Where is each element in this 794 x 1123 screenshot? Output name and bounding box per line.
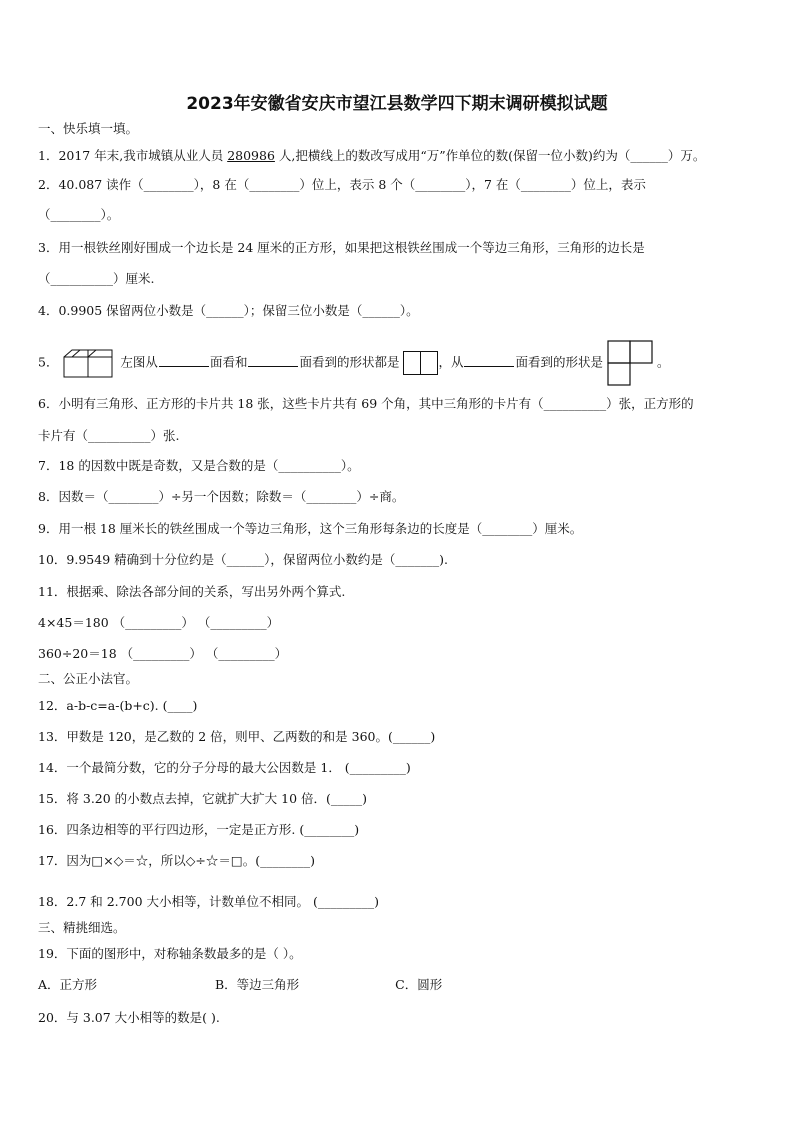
question-2-cont: （________）。 [38,207,120,222]
option-b[interactable]: B．等边三角形 [215,977,300,992]
answer-blank[interactable] [159,354,209,367]
page-title: 2023年安徽省安庆市望江县数学四下期末调研模拟试题 [186,94,608,114]
question-6-cont: 卡片有（__________）张. [38,428,180,443]
section-heading: 二、公正小法官。 [38,671,139,686]
question-2: 2．40.087 读作（________），8 在（________）位上，表示 8 个（________），7 在（________）位上，表示 [38,177,646,192]
question-20: 20．与 3.07 大小相等的数是( ). [38,1010,220,1025]
question-3: 3．用一根铁丝刚好围成一个边长是 24 厘米的正方形，如果把这根铁丝围成一个等边三角形，三角形的边长是 [38,240,645,255]
question-3-cont: （__________）厘米. [38,271,155,286]
question-4: 4．0.9905 保留两位小数是（______）；保留三位小数是（______）。 [38,303,419,318]
question-11-b: 360÷20＝18 （_________） （_________） [38,646,288,661]
option-a[interactable]: A．正方形 [38,977,98,992]
question-12: 12．a-b-c=a-(b+c). (____) [38,698,198,713]
question-8: 8．因数＝（________）÷另一个因数；除数＝（________）÷商。 [38,489,405,504]
question-16: 16．四条边相等的平行四边形，一定是正方形. (________) [38,822,360,837]
question-15: 15．将 3.20 的小数点去掉，它就扩大扩大 10 倍．(_____) [38,791,368,806]
question-18: 18．2.7 和 2.700 大小相等，计数单位不相同。 (_________) [38,894,379,909]
two-squares-shape [403,351,438,375]
section-heading: 三、精挑细选。 [38,920,126,935]
underlined-number: 280986 [227,148,275,163]
question-11-a: 4×45＝180 （_________） （_________） [38,615,280,630]
question-10: 10．9.9549 精确到十分位约是（______），保留两位小数约是（_______). [38,552,448,567]
question-19-options [38,977,442,993]
question-11: 11．根据乘、除法各部分间的关系，写出另外两个算式. [38,584,346,599]
answer-blank[interactable] [464,354,514,367]
section-heading: 一、快乐填一填。 [38,121,139,136]
question-5: 5． 左图从 面看和 面看到的形状都是 ，从 面看到的形状是 。 [38,340,669,386]
l-shape-figure [607,340,653,386]
question-13: 13．甲数是 120，是乙数的 2 倍，则甲、乙两数的和是 360。(______) [38,729,436,744]
question-6: 6．小明有三角形、正方形的卡片共 18 张，这些卡片共有 69 个角，其中三角形的卡片有（__________）张，正方形的 [38,396,694,411]
answer-blank[interactable] [248,354,298,367]
option-c[interactable]: C．圆形 [395,977,443,992]
question-19: 19．下面的图形中，对称轴条数最多的是（ ）。 [38,946,302,961]
question-7: 7．18 的因数中既是奇数，又是合数的是（__________）。 [38,458,360,473]
question-17: 17．因为□×◇＝☆，所以◇÷☆＝□。(________) [38,853,315,868]
question-9: 9．用一根 18 厘米长的铁丝围成一个等边三角形，这个三角形每条边的长度是（________）厘米。 [38,521,583,536]
cubes-figure [62,347,116,379]
question-1: 1．2017 年末,我市城镇从业人员 280986 人,把横线上的数改写成用“万”作单位的数(保留一位小数)约为（______）万。 [38,148,706,163]
question-14: 14．一个最简分数，它的分子分母的最大公因数是 1． (_________) [38,760,411,775]
